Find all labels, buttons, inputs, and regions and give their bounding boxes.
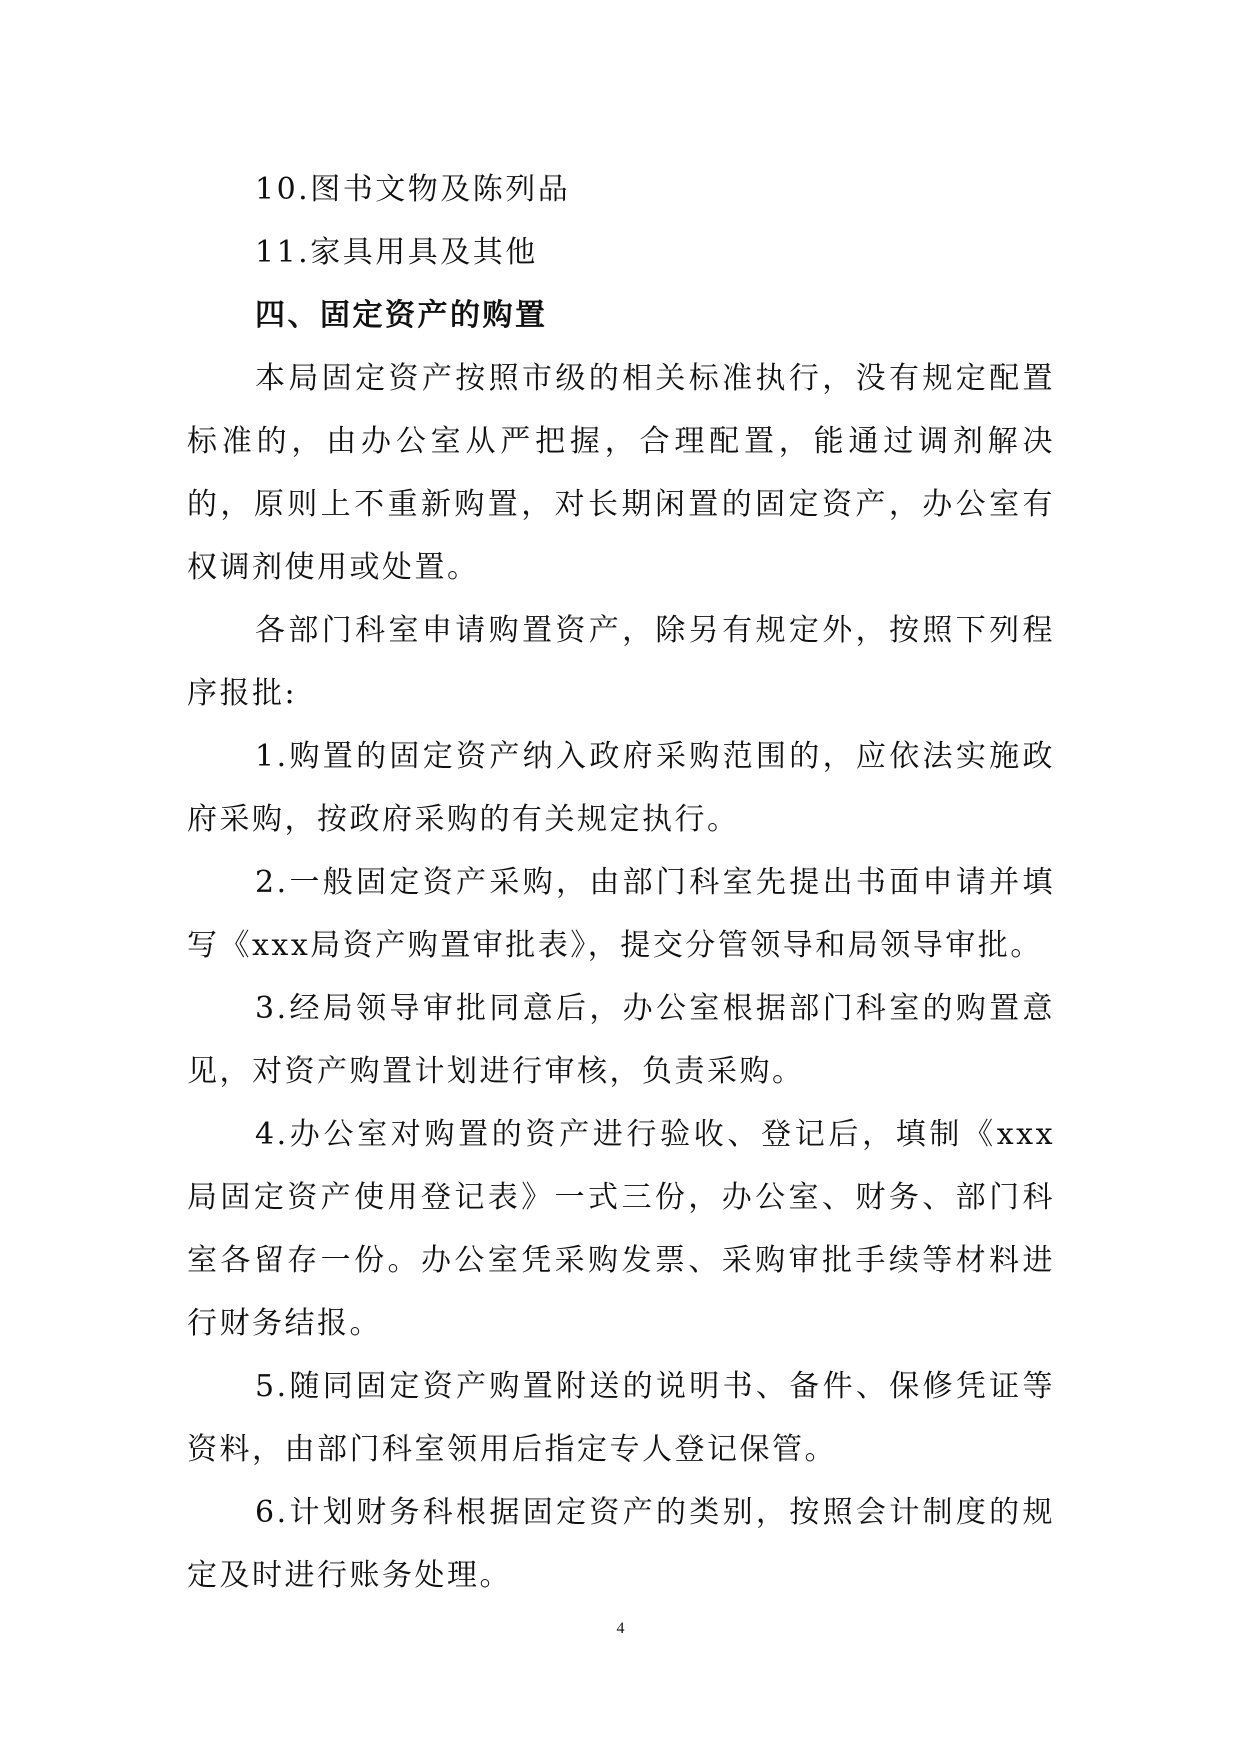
paragraph-approval-procedure: 各部门科室申请购置资产，除另有规定外，按照下列程序报批: [187, 613, 1055, 711]
list-item-library-relics: 10.图书文物及陈列品 [255, 172, 571, 207]
procedure-step-2: 2.一般固定资产采购，由部门科室先提出书面申请并填写《xxx局资产购置审批表》，提交分管领导和局领导审批。 [187, 865, 1055, 963]
page-number: 4 [616, 1620, 625, 1637]
procedure-step-3: 3.经局领导审批同意后，办公室根据部门科室的购置意见，对资产购置计划进行审核，负责采购。 [187, 991, 1055, 1089]
document-body [187, 158, 1055, 1607]
procedure-step-4: 4.办公室对购置的资产进行验收、登记后，填制《xxx局固定资产使用登记表》一式三份，办公室、财务、部门科室各留存一份。办公室凭采购发票、采购审批手续等材料进行财务结报。 [187, 1117, 1055, 1341]
section-heading-purchase: 四、固定资产的购置 [255, 298, 548, 333]
procedure-step-5: 5.随同固定资产购置附送的说明书、备件、保修凭证等资料，由部门科室领用后指定专人登记保管。 [187, 1369, 1055, 1467]
procedure-step-1: 1.购置的固定资产纳入政府采购范围的，应依法实施政府采购，按政府采购的有关规定执行。 [187, 739, 1055, 837]
procedure-step-6: 6.计划财务科根据固定资产的类别，按照会计制度的规定及时进行账务处理。 [187, 1495, 1055, 1593]
paragraph-standards: 本局固定资产按照市级的相关标准执行，没有规定配置标准的，由办公室从严把握，合理配置，能通过调剂解决的，原则上不重新购置，对长期闲置的固定资产，办公室有权调剂使用或处置。 [187, 361, 1055, 585]
list-item-furniture: 11.家具用具及其他 [255, 235, 538, 270]
